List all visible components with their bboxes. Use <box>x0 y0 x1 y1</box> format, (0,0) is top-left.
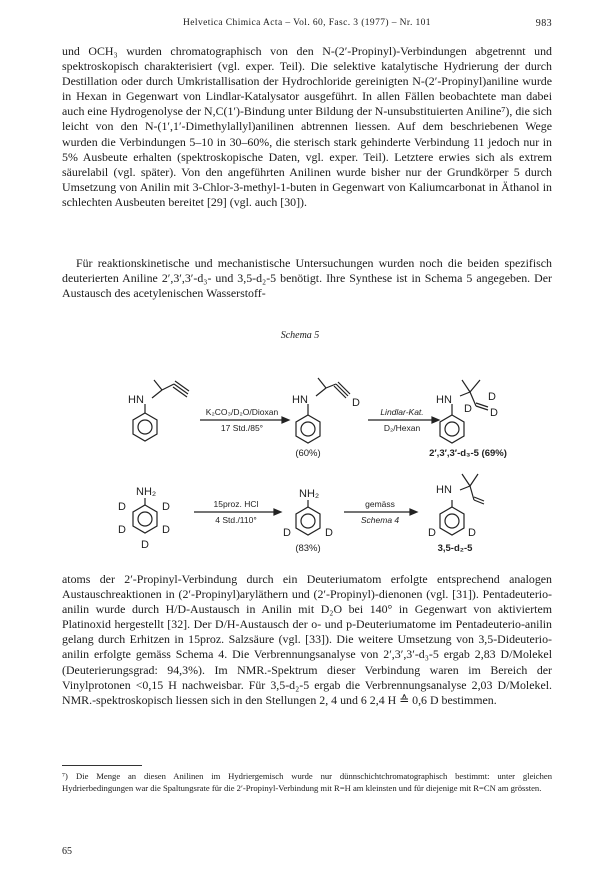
atom-hn-1: HN <box>128 394 144 406</box>
atom-d-q1: D <box>283 527 291 539</box>
dideuterio-aniline-structure <box>296 500 320 535</box>
row1-arrow1-reagents: K₂CO₃/D₂O/Dioxan <box>205 407 279 417</box>
row1-yield-intermediate: (60%) <box>295 448 321 459</box>
pentadeuterio-aniline-structure <box>133 498 157 533</box>
deuterio-propinyl-aniline-structure <box>296 378 350 443</box>
atom-d-r2: D <box>468 527 476 539</box>
atom-d-terminal: D <box>352 397 360 409</box>
atom-d-c: D <box>490 407 498 419</box>
atom-d-p1c: D <box>118 524 126 536</box>
row2-product-label: 3,5-d₂-5 <box>437 543 473 554</box>
row2-yield-intermediate: (83%) <box>295 543 321 554</box>
atom-d-p1b: D <box>162 501 170 513</box>
row2-arrow2-scheme: Schema 4 <box>360 515 400 525</box>
footnote-rule <box>62 765 142 766</box>
scheme-title: Schema 5 <box>280 330 320 341</box>
atom-hn-2: HN <box>292 394 308 406</box>
page-footer-number: 65 <box>62 846 72 857</box>
running-header <box>62 18 552 34</box>
running-title: Helvetica Chimica Acta – Vol. 60, Fasc. 3 (1977) – Nr. 101 <box>183 18 431 28</box>
atom-nh2-2: NH₂ <box>299 488 320 500</box>
atom-d-b: D <box>464 403 472 415</box>
footnote-text: Die Menge an diesen Anilinen im Hydriergemisch wurde nur dünnschichtchromatographisch bestimmt: unter gleichen Hydrierbedingungen war die Spaltungsrate für die 2′-Propinyl-Verbindung mit R=H am kleinsten und für diejenige mit R=CN am grössten. <box>62 771 552 793</box>
atom-d-p1d: D <box>162 524 170 536</box>
row1-arrow2-conditions: D₂/Hexan <box>383 423 421 433</box>
atom-hn-3: HN <box>436 394 452 406</box>
row1-arrow1-conditions: 17 Std./85° <box>220 423 264 433</box>
atom-d-p1a: D <box>118 501 126 513</box>
row2-arrow2-reference: gemäss <box>365 499 395 509</box>
atom-d-a: D <box>488 391 496 403</box>
row1-product-label: 2′,3′,3′-d₃-5 (69%) <box>429 448 507 459</box>
propinyl-aniline-structure <box>133 380 189 441</box>
row1-arrow2-catalyst: Lindlar-Kat. <box>380 407 424 417</box>
footnote-marker: ⁷) <box>62 771 68 781</box>
paragraph-3: atoms der 2′-Propinyl-Verbindung durch ein Deuteriumatom erfolgte entsprechend analogen Austauschreaktionen in (2′-Propinyl)aryläthern und (2′-Propinyl)-dienonen (vgl. [31]). Pentadeuterio-anilin wurde durch H/D-Austausch in Anilin mit D₂O bei 140° in Gegenwart von aktiviertem Platinoxid hergestellt [32]. Der D/H-Austausch der o- und p-Deuteriumatome im Pentadeuterio-anilin gelang durch Erhitzen in 15proz. Salzsäure (vgl. [33]). Die weitere Umsetzung von 3,5-Dideuterio-anilin erfolgte gemäss Schema 4. Die Verbrennungsanalyse von 2′,3′,3′-d₃-5 ergab 2,83 D/Molekel (Deuterierungsgrad: 94,3%). Im NMR.-Spektrum dieser Verbindung waren im Bereich der Vinylprotonen <0,15 H nachweisbar. Für 3,5-d₂-5 ergab die Verbrennungsanalyse 2,03 D/Molekel. NMR.-spektroskopisch liessen sich in den Stellungen 2, 4 und 6 2,4 H ≙ 0,6 D bestimmen. <box>62 572 552 707</box>
page-number: 983 <box>535 18 552 29</box>
atom-d-r1: D <box>428 527 436 539</box>
footnote <box>62 770 552 794</box>
row2-arrow1-reagents: 15proz. HCl <box>213 499 259 509</box>
atom-d-q2: D <box>325 527 333 539</box>
paragraph-2: Für reaktionskinetische und mechanistische Untersuchungen wurden noch die beiden spezifisch deuterierten Aniline 2′,3′,3′-d₃- und 3,5-d₂-5 benötigt. Ihre Synthese ist in Schema 5 angegeben. Der Austausch des acetylenischen Wasserstoff- <box>62 256 552 301</box>
scheme-5-figure <box>0 340 600 560</box>
atom-d-p1e: D <box>141 539 149 551</box>
atom-nh2-1: NH₂ <box>136 486 157 498</box>
paragraph-1: und OCH₃ wurden chromatographisch von den N-(2′-Propinyl)-Verbindungen abgetrennt und spektroskopisch charakterisiert (vgl. exper. Teil). Die selektive katalytische Hydrierung der durch Destillation oder durch Umkristallisation der Hydrochloride gereinigten N-(2′-Propinyl)aniline wurde in Hexan in Gegenwart von Lindlar-Katalysator ausgeführt. In allen Fällen beobachtete man dabei auch eine Hydrogenolyse der N,C(1′)-Bindung unter Bildung der N-unsubstituierten Aniline⁷), die sich leicht von den N-(1′,1′-Dimethylallyl)anilinen abtrennen liessen. Auf dem beschriebenen Wege wurden die Verbindungen 5–10 in 30–60%, die sterisch stark gehinderte Verbindung 11 jedoch nur in 5% Ausbeute erhalten (spektroskopische Daten, vgl. exper. Teil). Letztere erwies sich als extrem säurelabil (vgl. später). Von den angeführten Anilinen wurde bisher nur der Grundkörper 5 durch Umsetzung von Anilin mit 3-Chlor-3-methyl-1-buten in Gegenwart von Kaliumcarbonat in Äthanol in schlechten Ausbeuten bereitet [29] (vgl. auch [30]). <box>62 44 552 209</box>
row2-arrow1-conditions: 4 Std./110° <box>215 515 257 525</box>
atom-hn-4: HN <box>436 484 452 496</box>
